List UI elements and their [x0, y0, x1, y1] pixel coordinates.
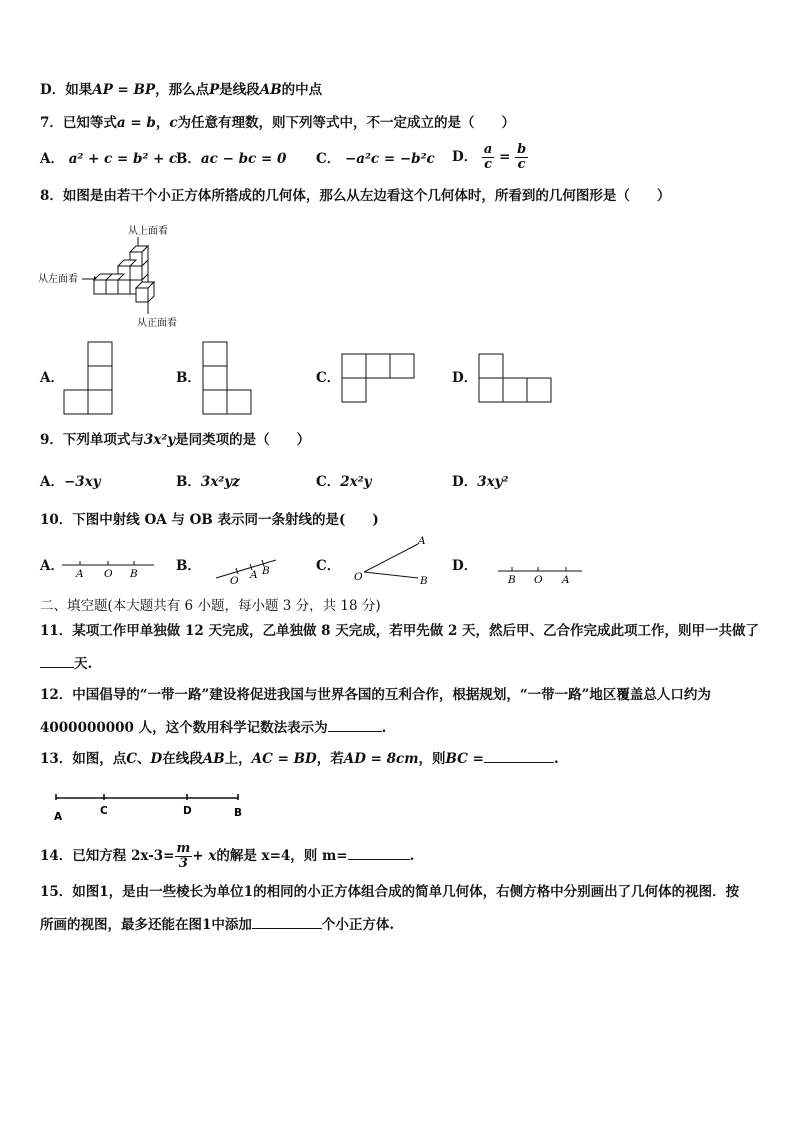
q7-stem: 7．已知等式a = b，c为任意有理数，则下列等式中，不一定成立的是（ ） — [40, 115, 516, 131]
q7-option-d[interactable]: D． $\frac{a}{c}$ = $\frac{b}{c}$ — [452, 142, 527, 172]
q11-line2: 天. — [40, 653, 92, 674]
q8-option-a-figure — [64, 342, 114, 416]
svg-text:O: O — [534, 574, 543, 586]
q8-option-c[interactable]: C． — [316, 370, 341, 386]
q9-option-c[interactable]: C．2x²y — [316, 474, 372, 490]
q9-option-a[interactable]: A．−3xy — [40, 474, 101, 490]
q8-option-c-figure — [342, 354, 416, 404]
q10-stem: 10．下图中射线 OA 与 OB 表示同一条射线的是( ) — [40, 512, 379, 528]
svg-text:A: A — [418, 535, 426, 547]
q14-answer-blank[interactable] — [348, 845, 410, 860]
q10-option-b-figure — [216, 556, 278, 586]
svg-text:A: A — [250, 569, 258, 581]
q15-answer-blank[interactable] — [252, 914, 322, 929]
svg-text:A: A — [54, 811, 63, 823]
q7-option-c[interactable]: C． −a²c = −b²c — [316, 151, 435, 167]
q13-stem: 13．如图，点C、D在线段AB上，AC = BD，若AD = 8cm，则BC = . — [40, 748, 559, 769]
svg-text:从正面看: 从正面看 — [137, 318, 177, 329]
svg-text:A: A — [562, 574, 570, 586]
q10-option-c[interactable]: C． — [316, 558, 341, 574]
svg-text:B: B — [262, 565, 270, 577]
q7-option-b[interactable]: B．ac − bc = 0 — [176, 151, 287, 167]
q14-stem: 14．已知方程 2x-3= $\frac{m}{3}$ + x的解是 x=4，则 m= . — [40, 841, 415, 871]
svg-text:从左面看: 从左面看 — [38, 274, 78, 285]
q10-option-a-figure — [62, 556, 154, 582]
svg-text:C: C — [100, 805, 108, 817]
q8-option-d-figure — [479, 354, 553, 404]
svg-text:B: B — [508, 574, 516, 586]
q6-option-d: D．如果AP = BP，那么点P是线段AB的中点 — [40, 82, 323, 98]
q7-option-a[interactable]: A． a² + c = b² + c — [40, 151, 178, 167]
svg-text:A: A — [76, 568, 84, 580]
svg-text:D: D — [183, 805, 192, 817]
q13-answer-blank[interactable] — [484, 748, 554, 763]
q9-option-b[interactable]: B．3x²yz — [176, 474, 240, 490]
svg-text:B: B — [130, 568, 138, 580]
q10-option-d-figure — [498, 562, 584, 588]
q10-option-a[interactable]: A． — [40, 558, 64, 574]
q12-answer-blank[interactable] — [328, 717, 382, 732]
q13-figure — [54, 788, 244, 822]
svg-text:O: O — [104, 568, 113, 580]
q9-option-d[interactable]: D．3xy² — [452, 474, 509, 490]
svg-text:O: O — [230, 575, 239, 587]
q12-line1: 12．中国倡导的“一带一路”建设将促进我国与世界各国的互利合作，根据规划，“一带一路”地区覆盖总人口约为 — [40, 687, 711, 703]
q10-option-d[interactable]: D． — [452, 558, 478, 574]
q9-stem: 9．下列单项式与3x²y是同类项的是（ ） — [40, 432, 311, 448]
q10-option-b[interactable]: B． — [176, 558, 201, 574]
section-2-heading: 二、填空题(本大题共有 6 小题，每小题 3 分，共 18 分) — [40, 598, 381, 614]
q15-line2: 所画的视图，最多还能在图1中添加 个小正方体. — [40, 914, 394, 935]
svg-text:B: B — [234, 807, 243, 819]
q12-line2: 4000000000 人，这个数用科学记数法表示为 . — [40, 717, 386, 738]
q8-option-d[interactable]: D． — [452, 370, 478, 386]
q10-option-c-figure — [352, 534, 432, 586]
q8-option-b-figure — [203, 342, 253, 416]
q15-line1: 15．如图1，是由一些棱长为单位1的相同的小正方体组合成的简单几何体，右侧方格中分别画出了几何体的视图．按 — [40, 884, 740, 900]
q11-line1: 11．某项工作甲单独做 12 天完成，乙单独做 8 天完成，若甲先做 2 天，然后甲、乙合作完成此项工作，则甲一共做了 — [40, 623, 760, 639]
q8-stem: 8．如图是由若干个小正方体所搭成的几何体，那么从左边看这个几何体时，所看到的几何图形是（ ） — [40, 188, 671, 204]
svg-text:从上面看: 从上面看 — [128, 226, 168, 237]
q8-figure — [38, 222, 188, 332]
q8-option-a[interactable]: A． — [40, 370, 64, 386]
q11-answer-blank[interactable] — [40, 653, 74, 668]
q8-option-b[interactable]: B． — [176, 370, 201, 386]
svg-text:B: B — [420, 575, 428, 587]
svg-text:O: O — [354, 571, 363, 583]
